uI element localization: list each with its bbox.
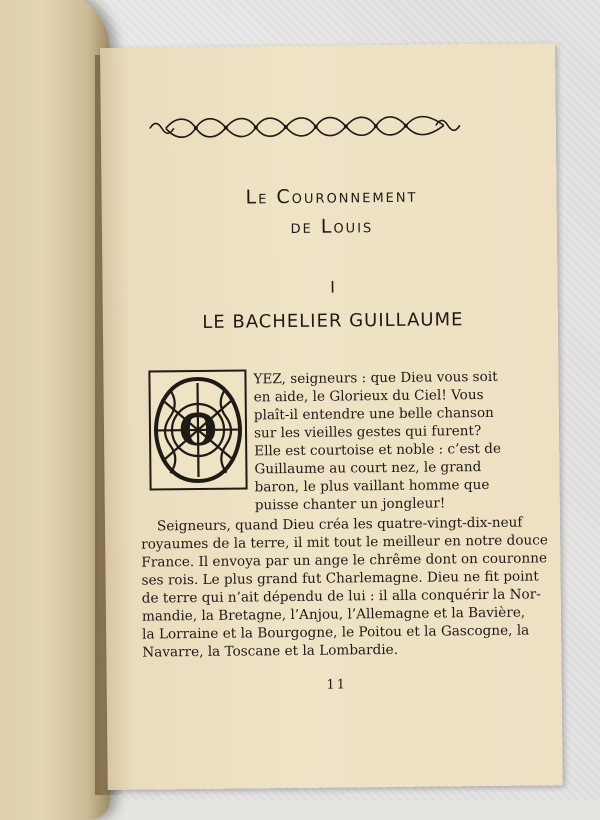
paragraph-line: plaît-il entendre une belle chanson [253, 404, 494, 424]
title-line-1: Le Couronnement [245, 184, 418, 209]
paragraph-line: sur les vieilles gestes qui furent? [253, 423, 482, 442]
left-page-curl [0, 0, 110, 820]
title-line-2: de Louis [290, 215, 374, 239]
paragraph-line: puisse chanter un jongleur! [254, 495, 446, 514]
page-number: 11 [326, 677, 348, 693]
paragraph-line: Guillaume au court nez, le grand [254, 459, 482, 478]
paragraph-line: YEZ, seigneurs : que Dieu vous soit [253, 368, 498, 388]
paragraph-line: France. Il envoya par un ange le chrême dont on couronne [141, 550, 548, 571]
chapter-number: I [330, 277, 335, 297]
svg-text:O: O [178, 404, 218, 457]
paragraph-line: en aide, le Glorieux du Ciel! Vous [253, 387, 484, 406]
drop-cap-knotwork-o-icon [147, 368, 248, 491]
paragraph-line: Navarre, la Toscane et la Lombardie. [142, 641, 399, 661]
paragraph-line: Elle est courtoise et noble : c’est de [254, 440, 502, 460]
paragraph-line: baron, le plus vaillant homme que [254, 476, 490, 496]
decorative-border-ornament [146, 110, 464, 143]
paragraph-line: ses rois. Le plus grand fut Charlemagne. Dieu ne fit point [141, 568, 539, 589]
paragraph-line: royaumes de la terre, il mit tout le meilleur en notre douce [141, 532, 548, 553]
paragraph-line: Seigneurs, quand Dieu créa les quatre-vingt-dix-neuf [156, 514, 523, 535]
paragraph-line: mandie, la Bretagne, l’Anjou, l’Allemagne et la Bavière, [141, 604, 526, 625]
paragraph-line: de terre qui n’ait dépendu de lui : il alla conquérir la Nor- [141, 586, 541, 607]
book-page [100, 43, 563, 790]
chapter-title: LE BACHELIER GUILLAUME [202, 309, 464, 333]
paragraph-line: la Lorraine et la Bourgogne, le Poitou et la Gascogne, la [142, 622, 530, 643]
